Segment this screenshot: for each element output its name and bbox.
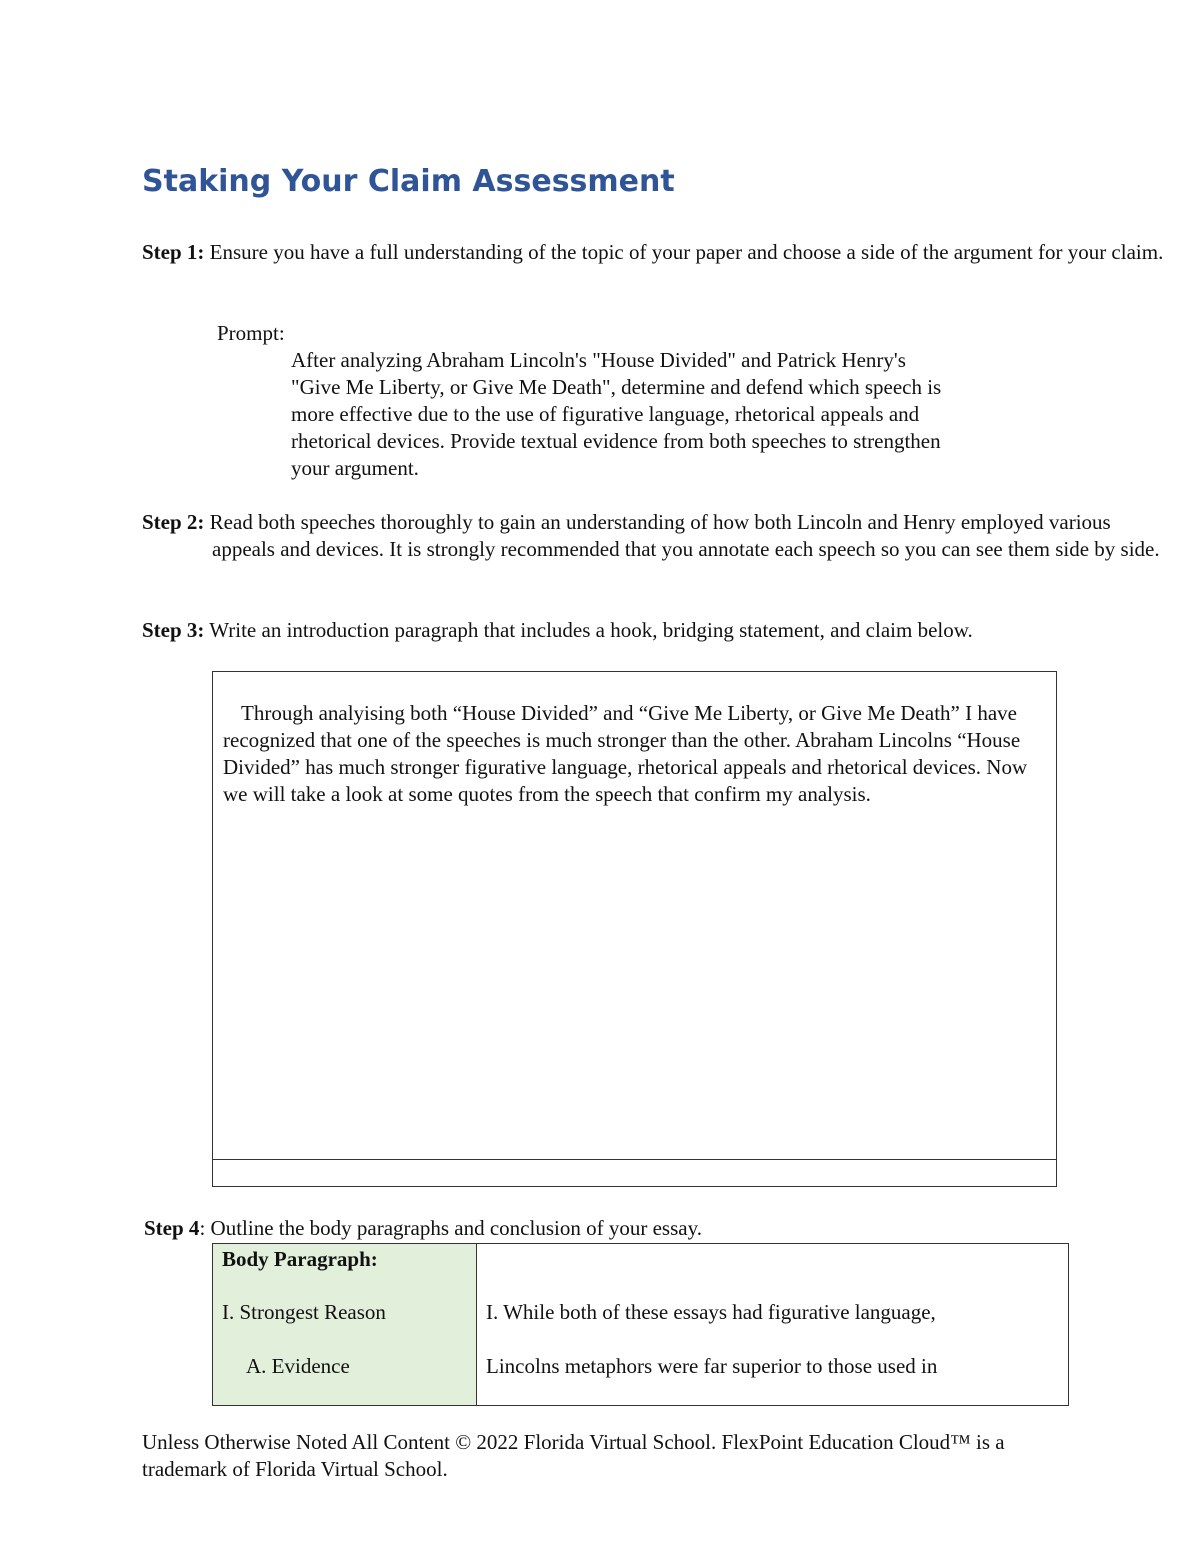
step-3 <box>142 617 1172 644</box>
step-1-text: Ensure you have a full understanding of the topic of your paper and choose a side of the argument for your claim. <box>204 240 1164 264</box>
prompt-text: After analyzing Abraham Lincoln's "House Divided" and Patrick Henry's "Give Me Liberty, or Give Me Death", determine and defend which speech is more effective due to the use of figurative language, rhetorical appeals and rhetorical devices. Provide textual evidence from both speeches to strengthen your argument. <box>291 348 942 480</box>
outline-reason-answer[interactable]: I. While both of these essays had figurative language, <box>486 1300 936 1324</box>
page-title: Staking Your Claim Assessment <box>142 164 675 199</box>
outline-evidence-label: A. Evidence <box>246 1354 350 1378</box>
outline-label-column <box>213 1244 477 1405</box>
step-2-label: Step 2: <box>142 510 205 534</box>
outline-header: Body Paragraph: <box>222 1247 378 1271</box>
copyright-footer: Unless Otherwise Noted All Content © 2022 Florida Virtual School. FlexPoint Education Cloud™ is a trademark of Florida Virtual School. <box>142 1430 1005 1481</box>
outline-table <box>212 1243 1069 1406</box>
step-4-label: Step 4 <box>144 1216 200 1240</box>
prompt-label: Prompt: <box>217 321 285 345</box>
step-2-text: Read both speeches thoroughly to gain an understanding of how both Lincoln and Henry employed various appeals and devices. It is strongly recommended that you annotate each speech so you can see them side by side. <box>204 510 1160 561</box>
step-1-label: Step 1: <box>142 240 205 264</box>
introduction-box[interactable] <box>212 671 1057 1187</box>
step-3-text: Write an introduction paragraph that includes a hook, bridging statement, and claim below. <box>204 618 973 642</box>
step-4-text: : Outline the body paragraphs and conclusion of your essay. <box>199 1216 702 1240</box>
step-2 <box>142 509 1172 563</box>
outline-reason-label: I. Strongest Reason <box>222 1300 386 1324</box>
step-1 <box>142 239 1172 266</box>
introduction-text[interactable]: Through analyising both “House Divided” and “Give Me Liberty, or Give Me Death” I have recognized that one of the speeches is much stronger than the other. Abraham Lincolns “House Divided” has much stronger figurative language, rhetorical appeals and rhetorical devices. Now we will take a look at some quotes from the speech that confirm my analysis. <box>223 701 1028 806</box>
introduction-box-divider <box>213 1159 1056 1160</box>
outline-evidence-answer[interactable]: Lincolns metaphors were far superior to those used in <box>486 1354 938 1378</box>
step-4 <box>144 1215 1104 1242</box>
step-3-label: Step 3: <box>142 618 205 642</box>
